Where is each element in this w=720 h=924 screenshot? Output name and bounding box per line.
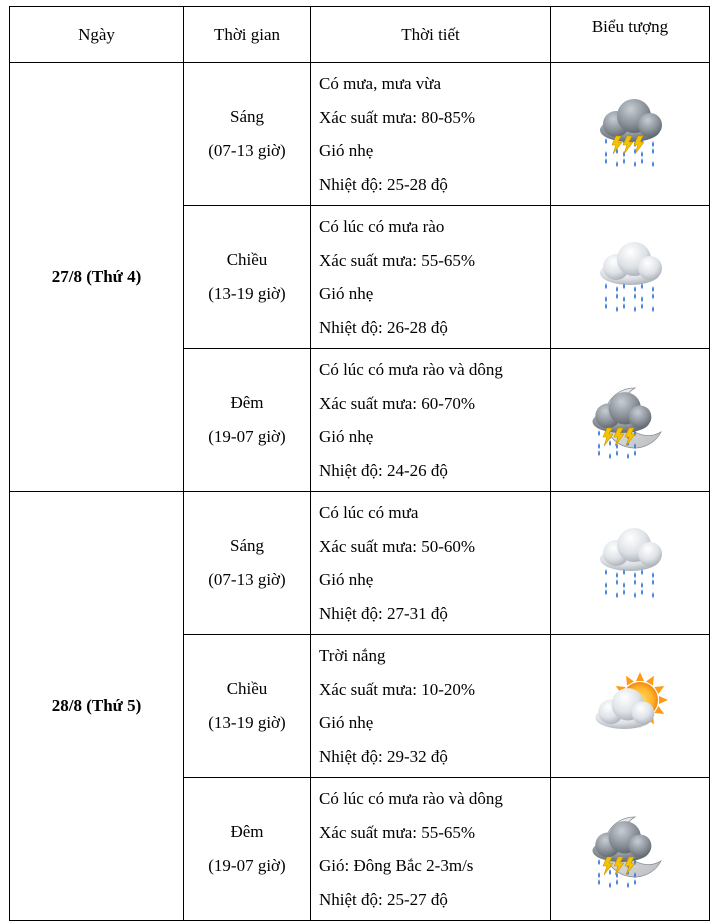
header-time: Thời gian [184, 7, 311, 63]
weather-line: Gió nhẹ [319, 713, 374, 732]
weather-line: Xác suất mưa: 80-85% [319, 107, 476, 127]
icon-cell [551, 63, 710, 206]
weather-line: Nhiệt độ: 27-31 độ [319, 603, 448, 623]
weather-line: Gió nhẹ [319, 284, 374, 303]
thunderstorm-cloud-icon [551, 98, 709, 170]
weather-line: Xác suất mưa: 50-60% [319, 536, 476, 556]
weather-line: Nhiệt độ: 25-28 độ [319, 174, 448, 194]
period-cell [184, 635, 311, 778]
weather-cell [311, 349, 551, 492]
period-cell [184, 492, 311, 635]
weather-line: Có mưa, mưa vừa [319, 74, 442, 93]
weather-line: Nhiệt độ: 26-28 độ [319, 317, 448, 337]
weather-line: Có lúc có mưa [319, 503, 419, 522]
night-thunderstorm-icon [551, 809, 709, 889]
day-cell: 27/8 (Thứ 4) [10, 63, 184, 492]
icon-cell [551, 635, 710, 778]
forecast-table [9, 6, 710, 921]
period-cell [184, 778, 311, 921]
weather-line: Gió nhẹ [319, 141, 374, 160]
weather-cell [311, 63, 551, 206]
day-cell: 28/8 (Thứ 5) [10, 492, 184, 921]
period-hours: (13-19 giờ) [208, 284, 286, 303]
night-thunderstorm-icon [551, 380, 709, 460]
header-day: Ngày [10, 7, 184, 63]
period-name: Chiều [226, 250, 268, 269]
icon-cell [551, 778, 710, 921]
period-hours: (19-07 giờ) [208, 856, 286, 875]
weather-line: Nhiệt độ: 29-32 độ [319, 746, 448, 766]
period-name: Sáng [230, 536, 264, 555]
weather-line: Có lúc có mưa rào và dông [319, 360, 503, 379]
forecast-row [10, 492, 710, 635]
weather-cell [311, 206, 551, 349]
forecast-body [10, 63, 710, 921]
weather-line: Xác suất mưa: 55-65% [319, 250, 476, 270]
weather-line: Xác suất mưa: 55-65% [319, 822, 476, 842]
rain-cloud-icon [551, 241, 709, 313]
period-name: Đêm [230, 393, 264, 412]
header-weather: Thời tiết [311, 7, 551, 63]
weather-line: Xác suất mưa: 10-20% [319, 679, 476, 699]
header-row [10, 7, 710, 63]
weather-line: Nhiệt độ: 25-27 độ [319, 889, 448, 909]
period-name: Sáng [230, 107, 264, 126]
weather-line: Gió nhẹ [319, 427, 374, 446]
weather-cell [311, 492, 551, 635]
period-name: Chiều [226, 679, 268, 698]
period-cell [184, 206, 311, 349]
weather-line: Nhiệt độ: 24-26 độ [319, 460, 448, 480]
icon-cell [551, 349, 710, 492]
weather-line: Có lúc có mưa rào và dông [319, 789, 503, 808]
weather-line: Gió: Đông Bắc 2-3m/s [319, 856, 474, 875]
period-name: Đêm [230, 822, 264, 841]
icon-cell [551, 206, 710, 349]
period-cell [184, 63, 311, 206]
weather-cell [311, 635, 551, 778]
sun-behind-cloud-icon [551, 670, 709, 742]
icon-cell [551, 492, 710, 635]
rain-cloud-icon [551, 527, 709, 599]
weather-line: Có lúc có mưa rào [319, 217, 445, 236]
period-hours: (19-07 giờ) [208, 427, 286, 446]
forecast-row [10, 63, 710, 206]
weather-line: Xác suất mưa: 60-70% [319, 393, 476, 413]
period-hours: (07-13 giờ) [208, 570, 286, 589]
period-hours: (07-13 giờ) [208, 141, 286, 160]
period-cell [184, 349, 311, 492]
header-icon: Biểu tượng [551, 7, 710, 63]
period-hours: (13-19 giờ) [208, 713, 286, 732]
weather-line: Gió nhẹ [319, 570, 374, 589]
weather-line: Trời nắng [319, 646, 386, 665]
weather-cell [311, 778, 551, 921]
forecast-frame [9, 6, 709, 916]
